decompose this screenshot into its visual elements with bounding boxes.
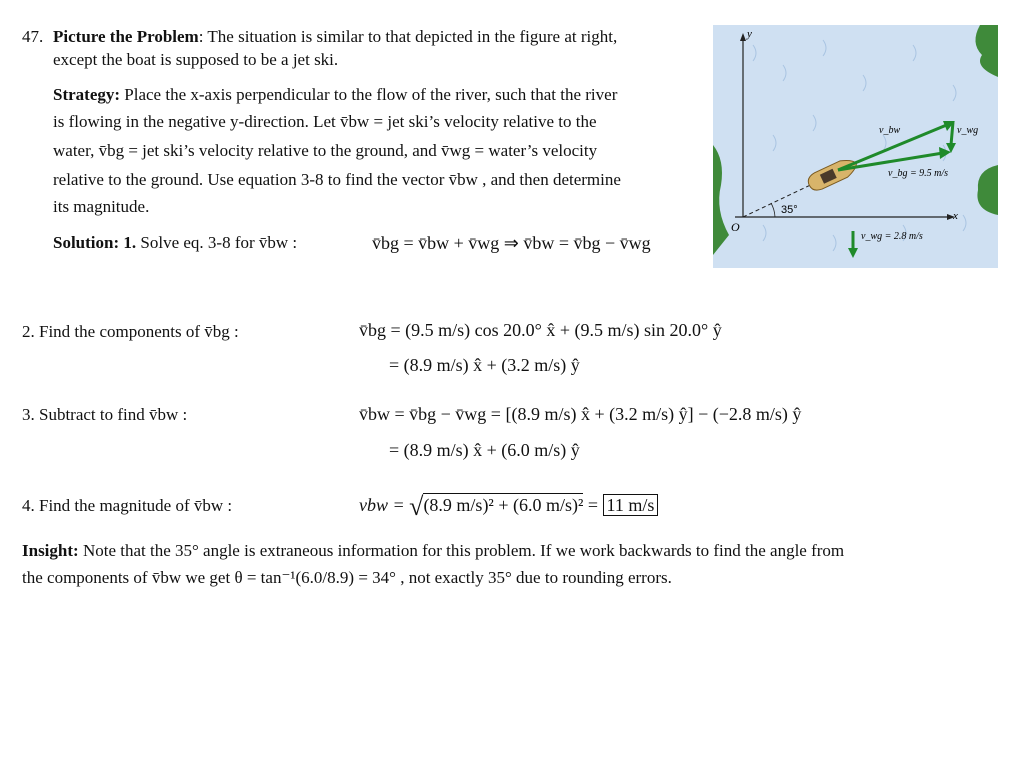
strategy-line2: is flowing in the negative y-direction. Let v̄bw = jet ski’s velocity relative to the bbox=[53, 112, 597, 131]
strategy-line1 bbox=[53, 85, 617, 105]
problem-heading: Picture the Problem bbox=[53, 27, 199, 46]
step4-answer: 11 m/s bbox=[603, 494, 659, 516]
river-figure bbox=[713, 25, 998, 268]
problem-number: 47. bbox=[22, 27, 44, 46]
y-axis-label: y bbox=[747, 28, 752, 40]
sqrt-sign: √ bbox=[409, 492, 424, 521]
insight-text-1: Note that the 35° angle is extraneous information for this problem. If we work backwards to find the angle from bbox=[78, 541, 845, 560]
origin-label: O bbox=[731, 220, 740, 234]
x-axis-label: x bbox=[953, 210, 958, 222]
step4-text: 4. Find the magnitude of v̄bw : bbox=[22, 496, 233, 515]
water-background bbox=[713, 25, 998, 268]
strategy-label: Strategy: bbox=[53, 85, 121, 104]
step3-text: 3. Subtract to find v̄bw : bbox=[22, 405, 188, 424]
v-bg-label: v_bg = 9.5 m/s bbox=[888, 168, 949, 179]
step1-text: Solve eq. 3-8 for v̄bw : bbox=[136, 233, 298, 252]
solution-label: Solution: 1. bbox=[53, 233, 137, 252]
angle-label: 35° bbox=[781, 204, 798, 216]
step4-lhs: vbw = bbox=[359, 495, 410, 515]
step4-equals: = bbox=[583, 495, 603, 515]
solution-step1 bbox=[53, 233, 297, 253]
problem-intro-line1 bbox=[53, 27, 617, 47]
step2-equation-2: = (8.9 m/s) x̂ + (3.2 m/s) ŷ bbox=[389, 355, 580, 375]
strategy-text-1: Place the x-axis perpendicular to the flow of the river, such that the river bbox=[120, 85, 618, 104]
step2-equation-1: v̄bg = (9.5 m/s) cos 20.0° x̂ + (9.5 m/s) sin 20.0° ŷ bbox=[359, 320, 722, 340]
v-wg-label: v_wg bbox=[957, 125, 979, 136]
insight-line2: the components of v̄bw we get θ = tan⁻¹(6.0/8.9) = 34° , not exactly 35° due to rounding errors. bbox=[22, 568, 672, 587]
problem-intro-line2: except the boat is supposed to be a jet ski. bbox=[53, 50, 339, 69]
insight-label: Insight: bbox=[22, 541, 79, 560]
strategy-line3: water, v̄bg = jet ski’s velocity relative to the ground, and v̄wg = water’s velocity bbox=[53, 141, 598, 160]
strategy-line5: its magnitude. bbox=[53, 197, 150, 216]
step3-equation-2: = (8.9 m/s) x̂ + (6.0 m/s) ŷ bbox=[389, 440, 580, 460]
step2-text: 2. Find the components of v̄bg : bbox=[22, 322, 239, 341]
step3-equation-1: v̄bw = v̄bg − v̄wg = [(8.9 m/s) x̂ + (3.2 m/s) ŷ] − (−2.8 m/s) ŷ bbox=[359, 404, 802, 424]
problem-intro-text: : The situation is similar to that depicted in the figure at right, bbox=[198, 27, 618, 46]
v-wg-vector bbox=[951, 122, 953, 145]
step1-equation: v̄bg = v̄bw + v̄wg ⇒ v̄bw = v̄bg − v̄wg bbox=[372, 233, 651, 253]
insight-line1 bbox=[22, 541, 844, 561]
step4-equation bbox=[359, 492, 658, 522]
step4-radicand: (8.9 m/s)² + (6.0 m/s)² bbox=[423, 495, 584, 515]
strategy-line4: relative to the ground. Use equation 3-8 to find the vector v̄bw , and then determine bbox=[53, 170, 621, 189]
v-wg-value-label: v_wg = 2.8 m/s bbox=[861, 231, 923, 242]
river-figure-svg bbox=[713, 25, 998, 268]
v-bw-label: v_bw bbox=[879, 125, 901, 136]
